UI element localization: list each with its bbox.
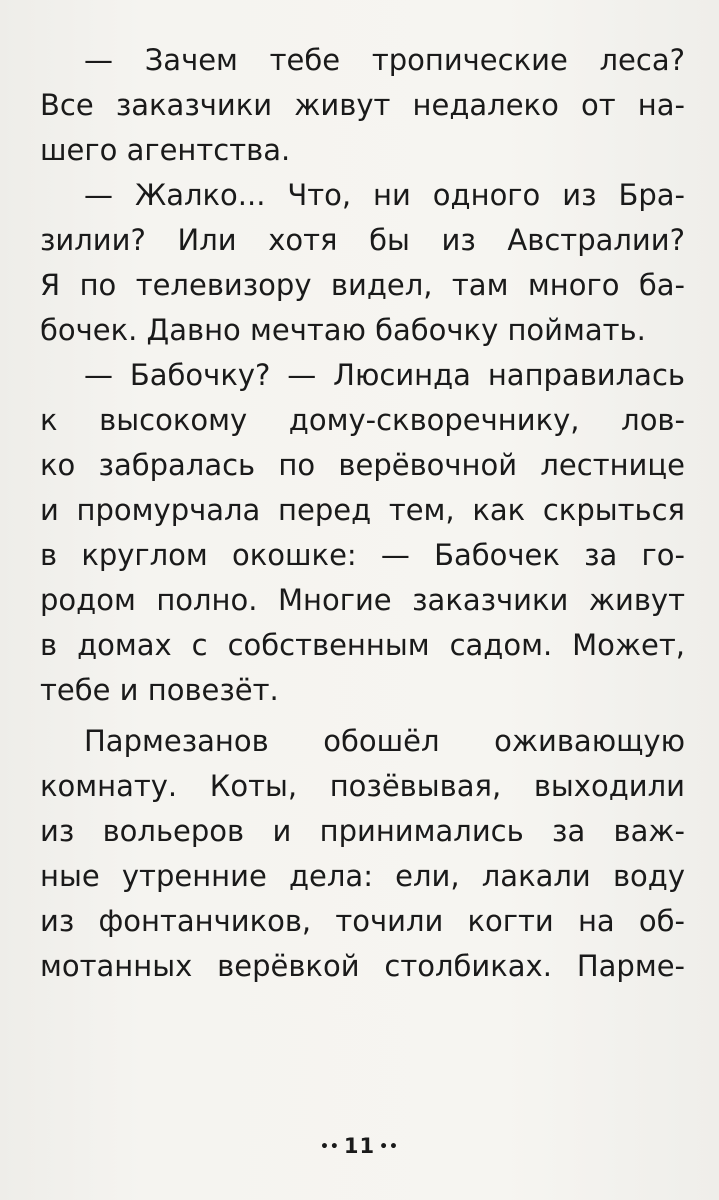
text-line: ко забралась по верёвочной лестнице	[40, 448, 685, 482]
text-line: из вольеров и принимались за важ-	[40, 814, 685, 848]
text-line: мотанных верёвкой столбиках. Парме-	[40, 949, 685, 983]
page-number-ornament-right: ••	[379, 1139, 400, 1155]
text-line: родом полно. Многие заказчики живут	[40, 583, 685, 617]
text-line: шего агентства.	[40, 133, 291, 167]
text-line: ные утренние дела: ели, лакали воду	[40, 859, 685, 893]
text-line: и промурчала перед тем, как скрыться	[40, 493, 685, 527]
text-line: в круглом окошке: — Бабочек за го-	[40, 538, 685, 572]
page-number-value: 11	[343, 1134, 376, 1158]
text-line: Я по телевизору видел, там много ба-	[40, 268, 685, 302]
text-line: в домах с собственным садом. Может,	[40, 628, 685, 662]
page-number	[0, 1134, 719, 1158]
text-line: — Бабочку? — Люсинда направилась	[84, 358, 685, 392]
text-line: комнату. Коты, позёвывая, выходили	[40, 769, 685, 803]
body-text	[40, 38, 685, 989]
text-line: бочек. Давно мечтаю бабочку поймать.	[40, 313, 646, 347]
page-number-ornament-left: ••	[319, 1139, 340, 1155]
text-line: к высокому дому-скворечнику, лов-	[40, 403, 685, 437]
text-line: — Жалко... Что, ни одного из Бра-	[84, 178, 685, 212]
text-line: тебе и повезёт.	[40, 673, 279, 707]
text-line: зилии? Или хотя бы из Австралии?	[40, 223, 685, 257]
text-line: из фонтанчиков, точили когти на об-	[40, 904, 685, 938]
text-line: Все заказчики живут недалеко от на-	[40, 88, 685, 122]
text-line: Пармезанов обошёл оживающую	[84, 724, 685, 758]
text-line: — Зачем тебе тропические леса?	[84, 43, 685, 77]
